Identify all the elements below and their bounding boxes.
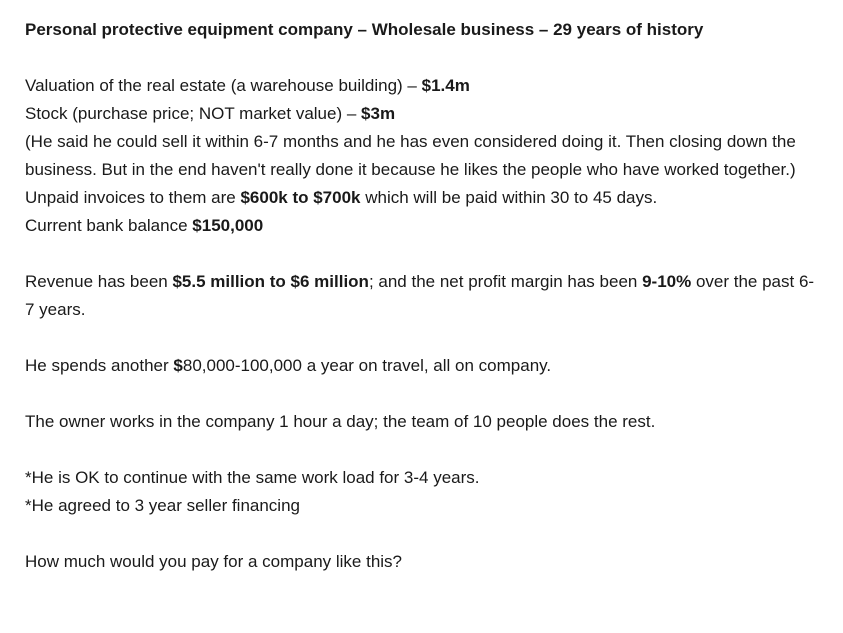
spacer bbox=[25, 44, 823, 72]
question-line: How much would you pay for a company like this? bbox=[25, 552, 403, 571]
travel-dollar: $ bbox=[173, 356, 183, 375]
revenue-label: Revenue has been bbox=[25, 272, 173, 291]
revenue-suffix: over the past 6-7 years. bbox=[25, 272, 815, 319]
spacer bbox=[25, 380, 823, 408]
real-estate-value: $1.4m bbox=[421, 76, 470, 95]
stock-label: Stock (purchase price; NOT market value) – bbox=[25, 104, 362, 123]
document-title: Personal protective equipment company – Wholesale business – 29 years of history bbox=[25, 20, 704, 39]
revenue-paragraph bbox=[25, 268, 820, 324]
invoices-value: $600k to $700k bbox=[240, 188, 361, 207]
invoices-label: Unpaid invoices to them are bbox=[25, 188, 241, 207]
travel-line bbox=[25, 352, 823, 380]
stock-value: $3m bbox=[361, 104, 396, 123]
invoices-line bbox=[25, 184, 823, 212]
spacer bbox=[25, 324, 823, 352]
real-estate-label: Valuation of the real estate (a warehouse building) – bbox=[25, 76, 422, 95]
owner-line: The owner works in the company 1 hour a day; the team of 10 people does the rest. bbox=[25, 412, 656, 431]
revenue-middle: ; and the net profit margin has been bbox=[368, 272, 643, 291]
invoices-suffix: which will be paid within 30 to 45 days. bbox=[360, 188, 658, 207]
spacer bbox=[25, 240, 823, 268]
note-seller-financing: *He agreed to 3 year seller financing bbox=[25, 496, 300, 515]
spacer bbox=[25, 436, 823, 464]
stock-line bbox=[25, 100, 823, 128]
revenue-value: $5.5 million to $6 million bbox=[172, 272, 369, 291]
bank-line bbox=[25, 212, 823, 240]
spacer bbox=[25, 520, 823, 548]
travel-suffix: 80,000-100,000 a year on travel, all on company. bbox=[182, 356, 552, 375]
stock-note: (He said he could sell it within 6-7 months and he has even considered doing it. Then closing down the business. But in the end haven't really done it because he likes the people who have worked together.) bbox=[25, 132, 796, 179]
bank-value: $150,000 bbox=[192, 216, 264, 235]
note-workload: *He is OK to continue with the same work load for 3-4 years. bbox=[25, 468, 480, 487]
real-estate-line bbox=[25, 72, 823, 100]
bank-label: Current bank balance bbox=[25, 216, 193, 235]
travel-label: He spends another bbox=[25, 356, 174, 375]
margin-value: 9-10% bbox=[642, 272, 692, 291]
